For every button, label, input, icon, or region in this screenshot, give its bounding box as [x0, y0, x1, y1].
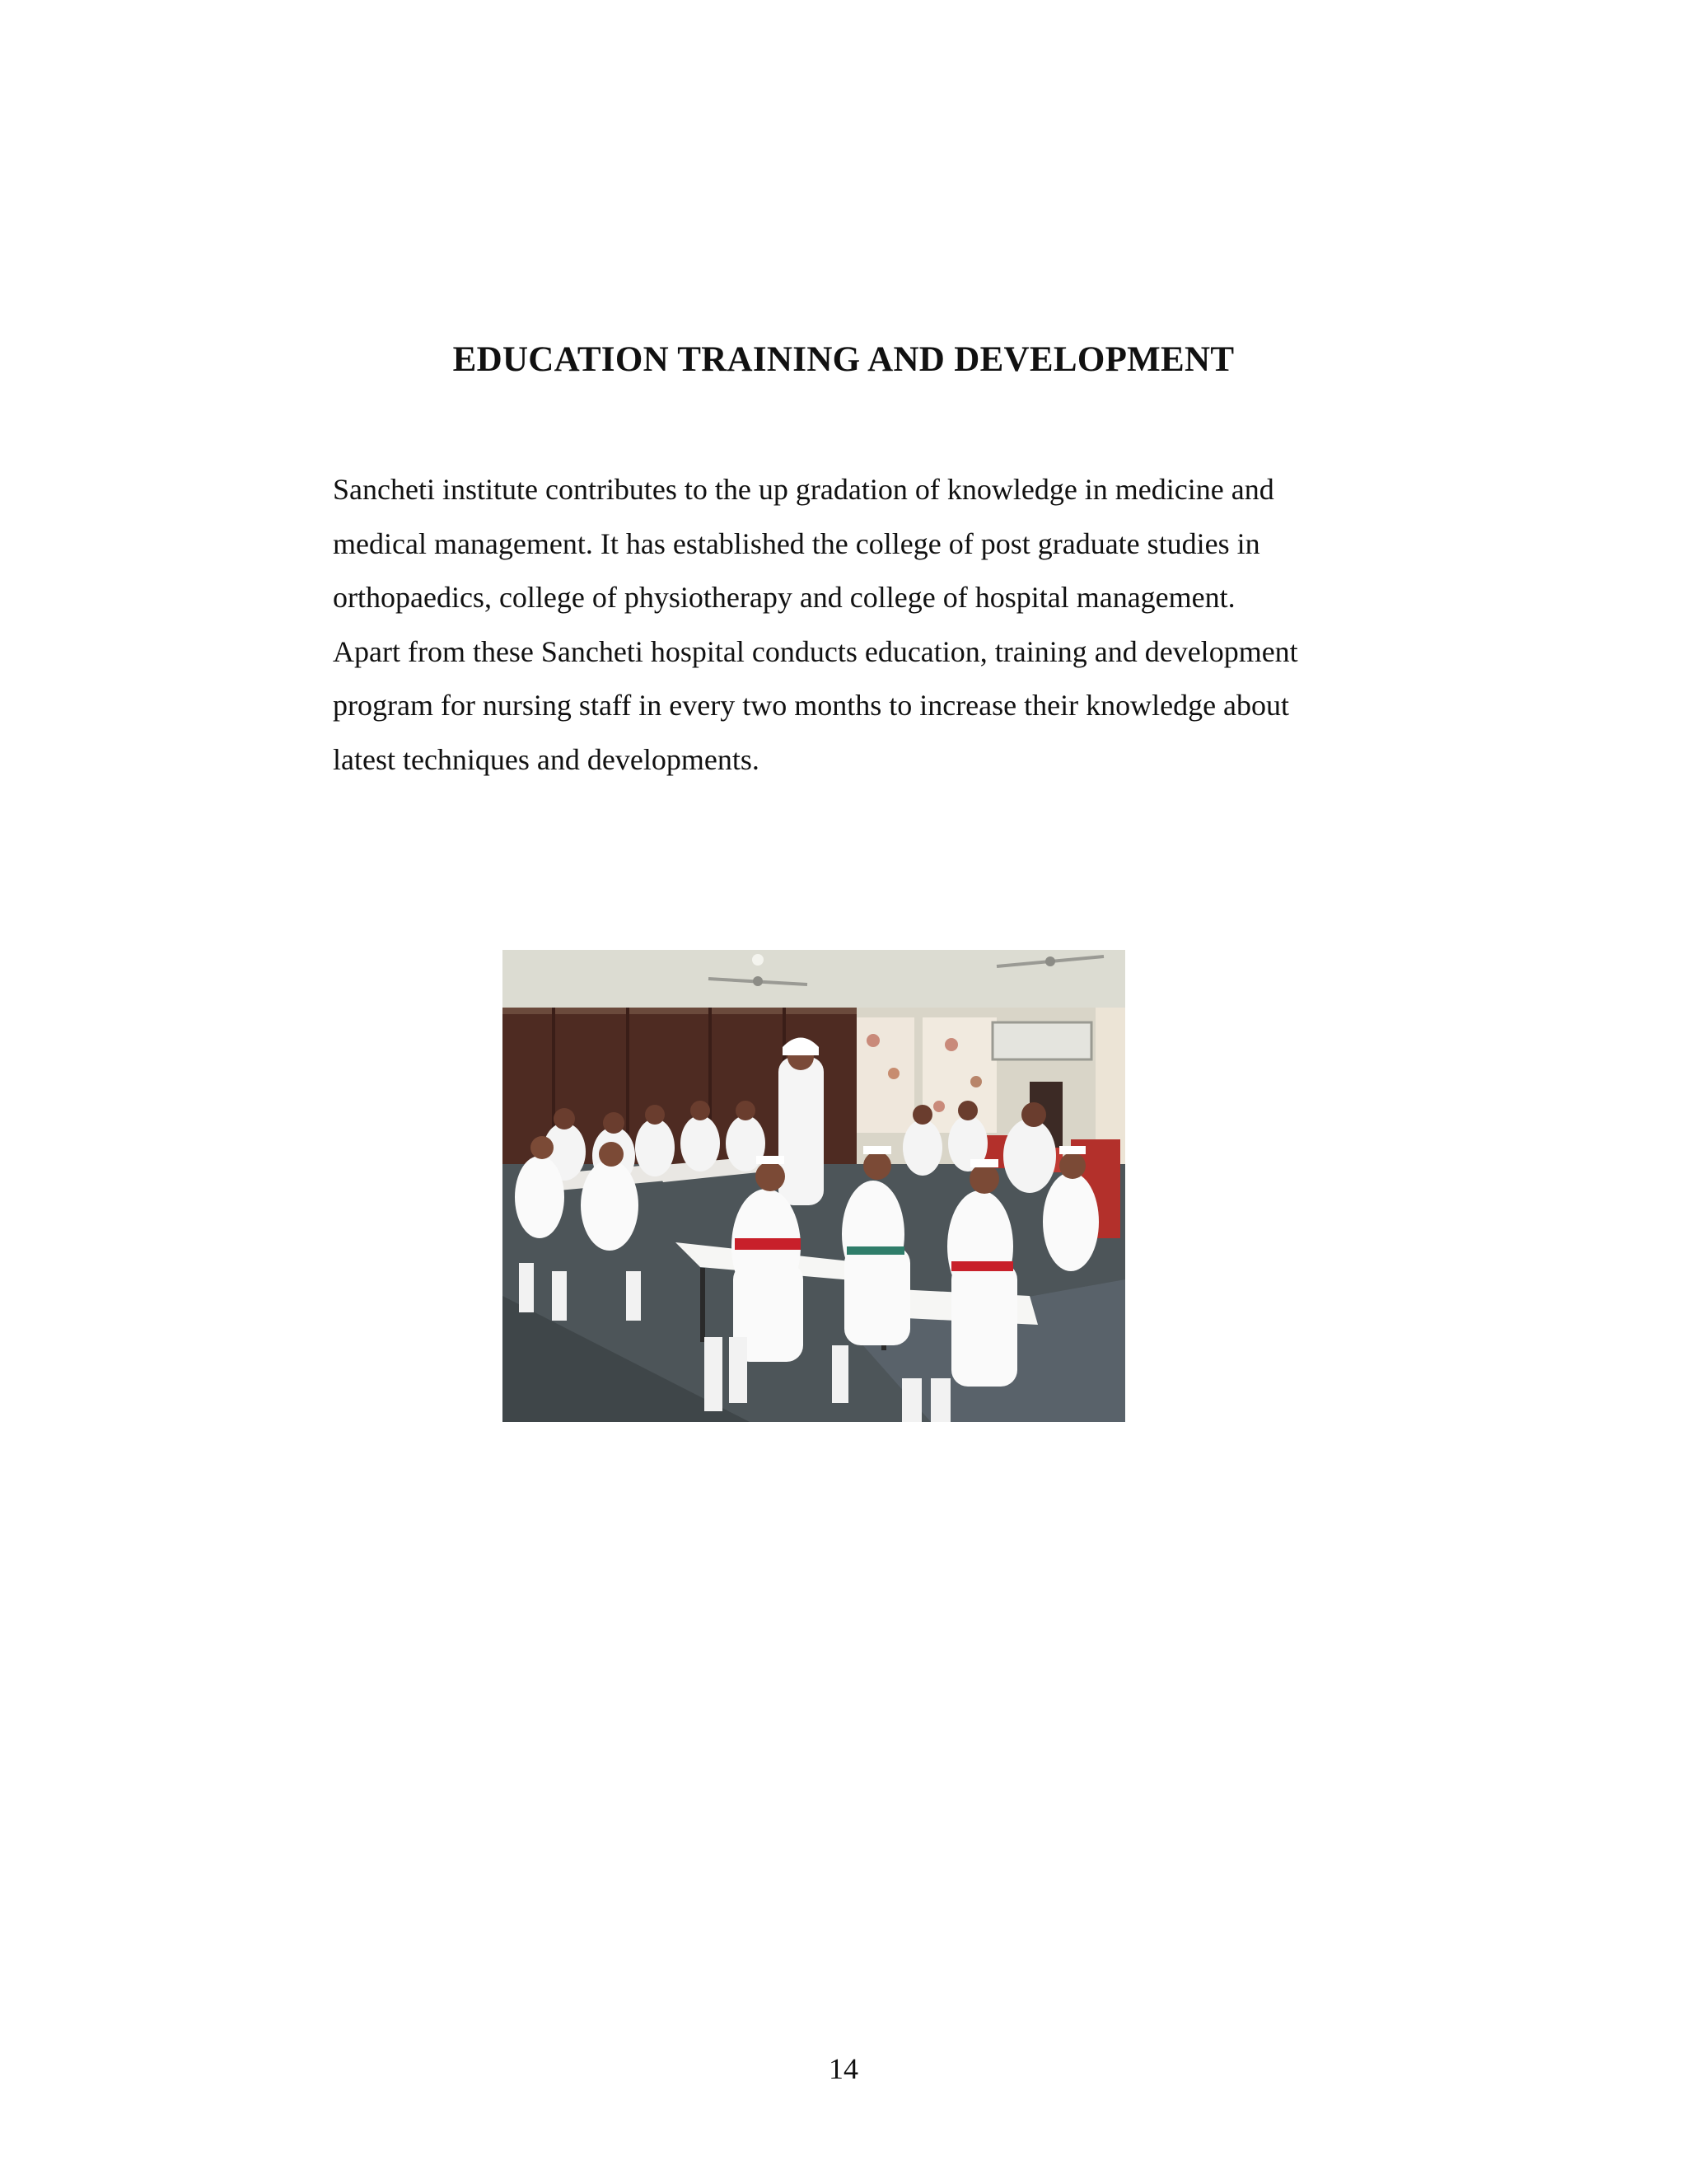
paragraph-line-5: program for nursing staff in every two months to increase their knowledge about	[333, 689, 1290, 722]
paragraph-line-6: latest techniques and developments.	[333, 742, 759, 776]
classroom-photo	[502, 950, 1125, 1422]
paragraph-line-2: medical management. It has established the college of post graduate studies in	[333, 526, 1260, 560]
paragraph-line-4: Apart from these Sancheti hospital conducts education, training and development	[333, 634, 1298, 668]
body-paragraph	[333, 463, 1395, 787]
paragraph-line-3: orthopaedics, college of physiotherapy and college of hospital management.	[333, 581, 1236, 614]
page-number: 14	[829, 2052, 858, 2085]
page-title: EDUCATION TRAINING AND DEVELOPMENT	[452, 340, 1235, 379]
paragraph-line-1: Sancheti institute contributes to the up gradation of knowledge in medicine and	[333, 473, 1274, 506]
